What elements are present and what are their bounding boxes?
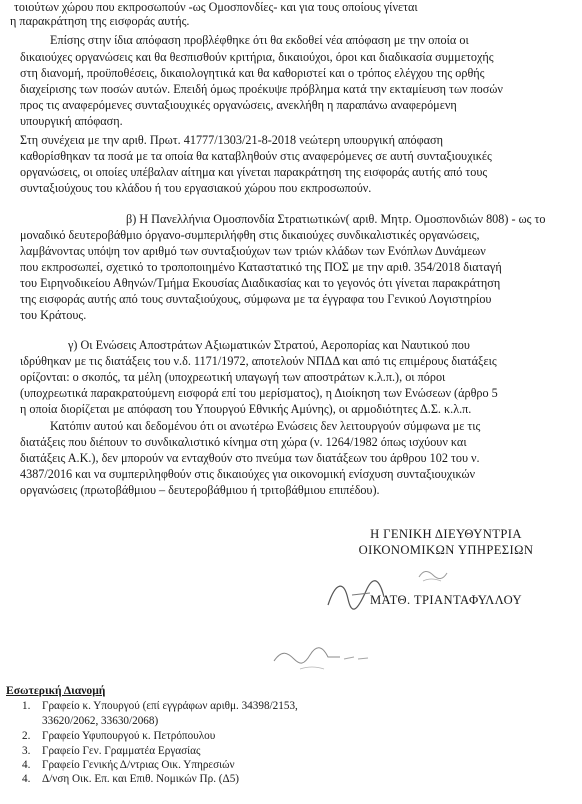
body-line: η οποία διορίζεται με απόφαση του Υπουργού Εθνικής Αμύνης), οι αρμοδιότητες Δ.Σ. κ.λ.π. bbox=[20, 402, 472, 416]
handwritten-initials-icon bbox=[270, 635, 380, 675]
body-line: λαμβάνοντας υπόψη τον αριθμό των συνταξιούχων των τριών κλάδων των Ενόπλων Δυνάμεων bbox=[20, 244, 486, 258]
body-line: διατάξεις που διέπουν το συνδικαλιστικό κίνημα στη χώρα (ν. 1264/1982 όπως ισχύουν και bbox=[20, 435, 467, 449]
body-line: Επίσης στην ίδια απόφαση προβλέφθηκε ότι θα εκδοθεί νέα απόφαση με την οποία οι bbox=[50, 33, 469, 47]
body-line: υπουργική απόφαση. bbox=[20, 114, 123, 128]
body-line: διαχείρισης των ποσών αυτών. Επειδή όμως προέκυψε πρόβλημα κατά την εκταμίευση των ποσών bbox=[20, 82, 503, 96]
distribution-item-number: 4. bbox=[22, 773, 31, 785]
body-line: της εισφοράς αυτής από τους συνταξιούχους, σύμφωνα με τα έγγραφα του Γενικού Λογιστηρίου bbox=[20, 292, 492, 306]
body-line: (υποχρεωτικά παρακρατούμενη εισφορά επί του μερίσματος), η Διοίκηση των Ενώσεων (άρθρο 5 bbox=[20, 386, 498, 400]
body-line: μοναδικό δευτεροβάθμιο όργανο-συμπεριλήφθη στις δικαιούχες συνδικαλιστικές οργανώσεις, bbox=[20, 228, 480, 242]
signature-department: ΟΙΚΟΝΟΜΙΚΩΝ ΥΠΗΡΕΣΙΩΝ bbox=[358, 543, 534, 557]
distribution-heading: Εσωτερική Διανομή bbox=[6, 684, 106, 697]
body-line: συνταξιούχους του κλάδου ή του εργασιακού χώρου που εκπροσωπούν. bbox=[20, 181, 372, 195]
distribution-item-text: 33620/2062, 33630/2068) bbox=[42, 715, 159, 727]
distribution-item-number: 3. bbox=[22, 745, 31, 757]
body-line: τοιούτων χώρου που εκπροσωπούν -ως Ομοσπονδίες- και για τους οποίους γίνεται bbox=[14, 0, 418, 14]
distribution-item-text: Γραφείο Γενικής Δ/ντριας Οικ. Υπηρεσιών bbox=[42, 759, 235, 771]
distribution-item-text: Δ/νση Οικ. Επ. και Επιθ. Νομικών Πρ. (Δ5) bbox=[42, 773, 240, 785]
distribution-item-text: Γραφείο Γεν. Γραμματέα Εργασίας bbox=[42, 745, 201, 757]
body-line: του Κράτους. bbox=[20, 308, 87, 322]
body-line: οργανώσεις (πρωτοβάθμιου – δευτεροβάθμιου ή τριτοβάθμιου επιπέδου). bbox=[20, 483, 380, 497]
body-line: διατάξεις Α.Κ.), δεν μπορούν να ενταχθούν στο πνεύμα των διατάξεων του άρθρου 102 του ν. bbox=[20, 451, 480, 465]
body-line: γ) Οι Ενώσεις Αποστράτων Αξιωματικών Στρατού, Αεροπορίας και Ναυτικού που bbox=[68, 338, 470, 352]
body-line: που εκπροσωπεί, σχετικό το τροποποιημένο Καταστατικό της ΠΟΣ με την αριθ. 354/2018 διαταγή bbox=[20, 260, 502, 274]
body-line: β) Η Πανελλήνια Ομοσπονδία Στρατιωτικών( αριθ. Μητρ. Ομοσπονδιών 808) - ως το bbox=[126, 212, 546, 226]
body-line: η παρακράτηση της εισφοράς αυτής. bbox=[10, 14, 190, 28]
body-line: του Ειρηνοδικείου Αθηνών/Τμήμα Εκουσίας Διαδικασίας και το γεγονός ότι γίνεται παρακράτηση bbox=[20, 276, 501, 290]
body-line: προς τις αναφερόμενες συνταξιουχικές οργανώσεις, ανεκλήθη η παραπάνω αναφερόμενη bbox=[20, 98, 457, 112]
body-line: Στη συνέχεια με την αριθ. Πρωτ. 41777/1303/21-8-2018 νεώτερη υπουργική απόφαση bbox=[20, 133, 443, 147]
distribution-item-number: 1. bbox=[22, 700, 31, 712]
distribution-item-text: Γραφείο κ. Υπουργού (επί εγγράφων αριθμ. 34398/2153, bbox=[42, 700, 298, 712]
body-line: 4387/2016 και να συμπεριληφθούν στις δικαιούχες για οικονομική ενίσχυση συνταξιουχικών bbox=[20, 467, 476, 481]
body-line: ιδρύθηκαν με τις διατάξεις του ν.δ. 1171/1972, αποτελούν ΝΠΔΔ και από τις επιμέρους διατάξεις bbox=[20, 354, 497, 368]
stamp-mark-icon bbox=[415, 563, 455, 585]
body-line: Κατόπιν αυτού και δεδομένου ότι οι ανωτέρω Ενώσεις δεν λειτουργούν σύμφωνα με τις bbox=[50, 419, 481, 433]
distribution-item-text: Γραφείο Υφυπουργού κ. Πετρόπουλου bbox=[42, 730, 216, 742]
distribution-item-number: 2. bbox=[22, 730, 31, 742]
distribution-item-number: 4. bbox=[22, 759, 31, 771]
signatory-name: ΜΑΤΘ. ΤΡΙΑΝΤΑΦΥΛΛΟΥ bbox=[369, 593, 523, 607]
body-line: οργανώσεις, οι οποίες υπέβαλαν αίτημα και γίνεται παρακράτηση της εισφοράς αυτής από τους bbox=[20, 165, 488, 179]
body-line: στη διανομή, προϋποθέσεις, δικαιολογητικά και θα καθοριστεί και ο τρόπος ελέγχου της ορθής bbox=[20, 66, 485, 80]
body-line: ορίζονται: ο σκοπός, τα μέλη (υποχρεωτική υπαγωγή των αποστράτων κ.λ.π.), οι πόροι bbox=[20, 370, 446, 384]
body-line: δικαιούχες οργανώσεις και θα θεσπισθούν κριτήρια, δικαιούχοι, όροι και διαδικασία συμμετοχής bbox=[20, 50, 494, 64]
signature-title: Η ΓΕΝΙΚΗ ΔΙΕΥΘΥΝΤΡΙΑ bbox=[370, 527, 522, 541]
body-line: καθορίσθηκαν τα ποσά με τα οποία θα καταβληθούν στις αναφερόμενες σε αυτή συνταξιουχικές bbox=[20, 149, 492, 163]
